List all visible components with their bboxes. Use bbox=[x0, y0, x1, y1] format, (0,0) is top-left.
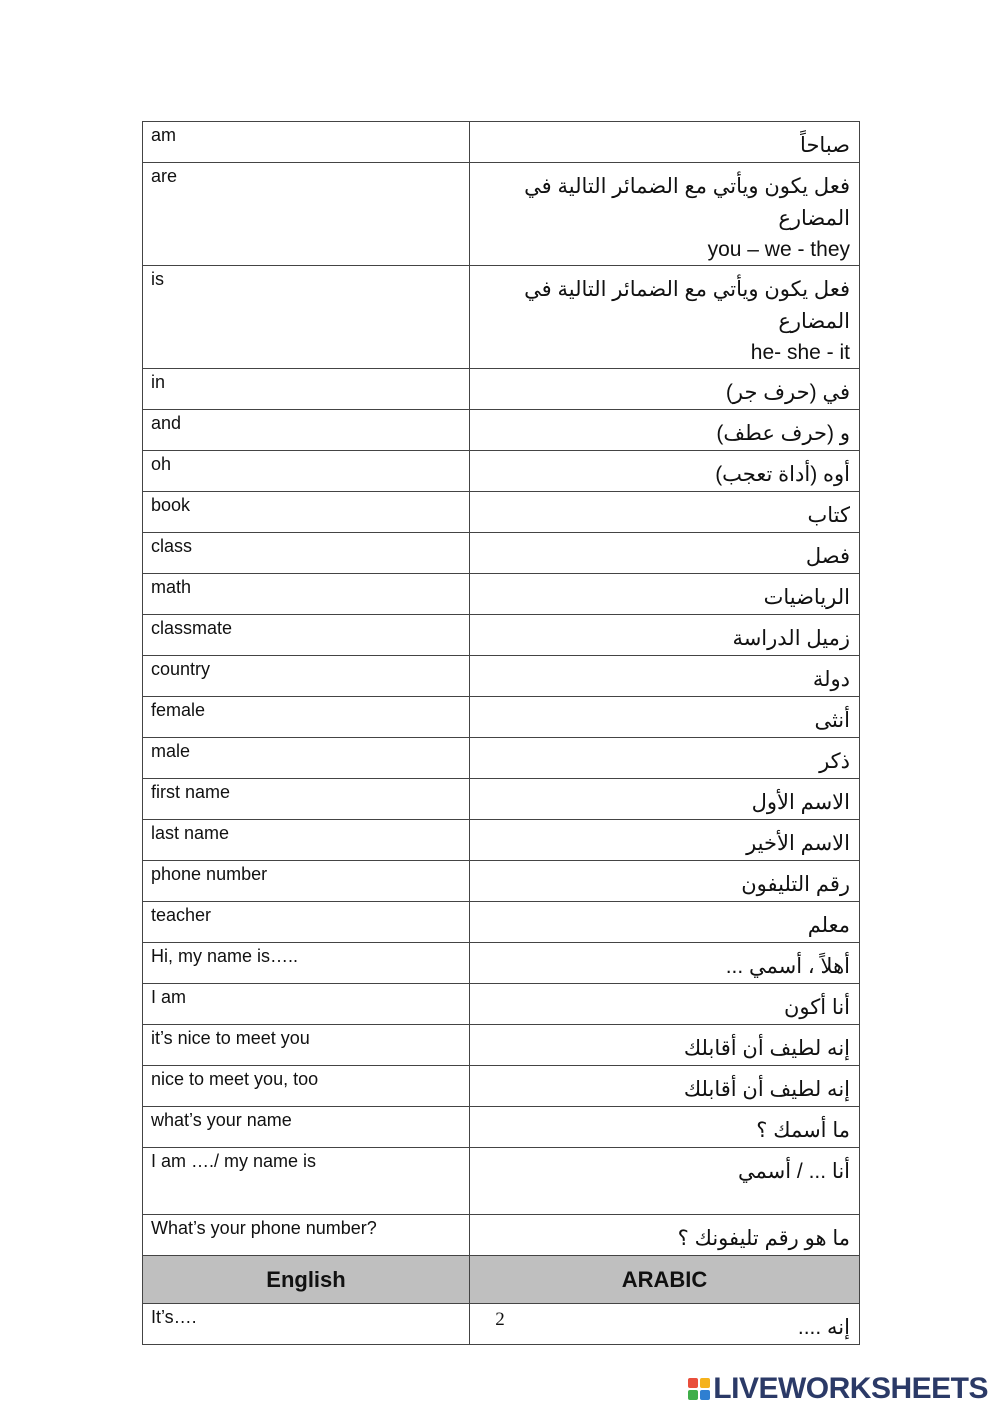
arabic-cell bbox=[470, 656, 860, 697]
english-cell-text: first name bbox=[151, 782, 231, 802]
english-cell bbox=[143, 1025, 470, 1066]
arabic-cell-text: فعل يكون ويأتي مع الضمائر التالية في المضارع bbox=[524, 175, 850, 230]
arabic-cell bbox=[470, 902, 860, 943]
arabic-cell bbox=[470, 533, 860, 574]
brand-name: LIVEWORKSHEETS bbox=[713, 1372, 988, 1405]
english-cell bbox=[143, 574, 470, 615]
arabic-cell bbox=[470, 1215, 860, 1256]
english-cell-text: Hi, my name is….. bbox=[151, 946, 299, 966]
logo-square bbox=[700, 1390, 710, 1400]
pronoun-list: you – we - they bbox=[707, 238, 850, 261]
english-cell bbox=[143, 266, 470, 369]
table-row bbox=[143, 697, 860, 738]
english-cell bbox=[143, 861, 470, 902]
table-row bbox=[143, 451, 860, 492]
english-cell bbox=[143, 902, 470, 943]
table-row bbox=[143, 410, 860, 451]
table-row bbox=[143, 163, 860, 266]
arabic-cell bbox=[470, 943, 860, 984]
english-cell bbox=[143, 697, 470, 738]
pronoun-list: he- she - it bbox=[750, 341, 850, 364]
logo-square bbox=[688, 1378, 698, 1388]
table-row bbox=[143, 738, 860, 779]
english-cell-text: math bbox=[151, 577, 192, 597]
table-row bbox=[143, 779, 860, 820]
arabic-cell-text: أنا أكون bbox=[783, 996, 850, 1019]
table-row bbox=[143, 369, 860, 410]
arabic-cell bbox=[470, 615, 860, 656]
table-row bbox=[143, 1107, 860, 1148]
english-cell bbox=[143, 943, 470, 984]
arabic-cell-text: فصل bbox=[805, 545, 850, 568]
table-row bbox=[143, 820, 860, 861]
arabic-cell bbox=[470, 820, 860, 861]
english-cell-text: I am …./ my name is bbox=[151, 1151, 317, 1171]
english-cell bbox=[143, 1148, 470, 1215]
english-cell bbox=[143, 615, 470, 656]
arabic-cell bbox=[470, 1066, 860, 1107]
english-cell bbox=[143, 1066, 470, 1107]
arabic-cell-text: صباحاً bbox=[800, 134, 850, 157]
arabic-cell-text: دولة bbox=[812, 668, 850, 691]
english-cell bbox=[143, 1107, 470, 1148]
arabic-cell bbox=[470, 266, 860, 369]
english-cell-text: What’s your phone number? bbox=[151, 1218, 377, 1238]
arabic-cell-text: أنا ... / أسمي bbox=[738, 1160, 850, 1183]
arabic-cell bbox=[470, 738, 860, 779]
arabic-cell bbox=[470, 574, 860, 615]
english-cell bbox=[143, 656, 470, 697]
logo-square bbox=[688, 1390, 698, 1400]
arabic-cell-text: ما أسمك ؟ bbox=[756, 1119, 850, 1142]
vocabulary-table bbox=[142, 121, 860, 1345]
english-cell-text: am bbox=[151, 125, 177, 145]
arabic-cell bbox=[470, 697, 860, 738]
english-cell-text: and bbox=[151, 413, 182, 433]
arabic-cell-text: أوه (أداة تعجب) bbox=[715, 463, 850, 486]
english-cell bbox=[143, 779, 470, 820]
english-cell bbox=[143, 163, 470, 266]
table-row bbox=[143, 492, 860, 533]
arabic-cell bbox=[470, 861, 860, 902]
arabic-cell bbox=[470, 369, 860, 410]
english-cell bbox=[143, 738, 470, 779]
arabic-cell bbox=[470, 779, 860, 820]
english-cell-text: phone number bbox=[151, 864, 268, 884]
table-row bbox=[143, 533, 860, 574]
arabic-cell bbox=[470, 492, 860, 533]
arabic-cell bbox=[470, 451, 860, 492]
english-cell-text: class bbox=[151, 536, 193, 556]
arabic-cell-text: أنثى bbox=[814, 709, 850, 732]
english-cell-text: is bbox=[151, 269, 164, 289]
arabic-cell bbox=[470, 984, 860, 1025]
english-cell-text: male bbox=[151, 741, 191, 761]
arabic-cell-text: الاسم الأول bbox=[751, 791, 850, 814]
english-cell-text: country bbox=[151, 659, 211, 679]
table-row bbox=[143, 122, 860, 163]
english-cell bbox=[143, 369, 470, 410]
liveworksheets-logo-icon bbox=[688, 1378, 710, 1400]
english-cell-text: teacher bbox=[151, 905, 212, 925]
arabic-cell bbox=[470, 1025, 860, 1066]
english-cell-text: what’s your name bbox=[151, 1110, 292, 1130]
english-cell-text: last name bbox=[151, 823, 230, 843]
arabic-cell-text: إنه لطيف أن أقابلك bbox=[683, 1037, 850, 1060]
page-number: 2 bbox=[495, 1309, 505, 1330]
english-cell bbox=[143, 451, 470, 492]
english-cell-text: It’s…. bbox=[151, 1307, 197, 1327]
table-row bbox=[143, 1148, 860, 1215]
arabic-cell bbox=[470, 410, 860, 451]
table-row bbox=[143, 615, 860, 656]
arabic-cell-text: كتاب bbox=[807, 504, 850, 527]
table-row bbox=[143, 574, 860, 615]
table-row bbox=[143, 902, 860, 943]
liveworksheets-brand bbox=[688, 1372, 988, 1406]
english-cell-text: classmate bbox=[151, 618, 233, 638]
table-row bbox=[143, 861, 860, 902]
arabic-cell-text: معلم bbox=[807, 914, 850, 937]
arabic-cell-text: الرياضيات bbox=[763, 586, 850, 609]
english-cell bbox=[143, 984, 470, 1025]
english-cell-text: it’s nice to meet you bbox=[151, 1028, 310, 1048]
table-row bbox=[143, 984, 860, 1025]
column-header-english: English bbox=[143, 1256, 470, 1304]
arabic-cell bbox=[470, 163, 860, 266]
arabic-cell-text: إنه .... bbox=[797, 1316, 850, 1339]
english-cell-text: are bbox=[151, 166, 178, 186]
english-cell-text: book bbox=[151, 495, 191, 515]
arabic-cell-text: فعل يكون ويأتي مع الضمائر التالية في المضارع bbox=[524, 278, 850, 333]
table-row bbox=[143, 1215, 860, 1256]
column-header-arabic: ARABIC bbox=[470, 1256, 860, 1304]
english-cell bbox=[143, 1215, 470, 1256]
arabic-cell-text: ذكر bbox=[819, 750, 850, 773]
arabic-cell-text: في (حرف جر) bbox=[725, 381, 850, 404]
english-cell bbox=[143, 122, 470, 163]
arabic-cell-text: إنه لطيف أن أقابلك bbox=[683, 1078, 850, 1101]
arabic-cell-text: أهلاً ، أسمي ... bbox=[725, 955, 850, 978]
arabic-cell bbox=[470, 122, 860, 163]
english-cell bbox=[143, 820, 470, 861]
english-cell-text: in bbox=[151, 372, 166, 392]
arabic-cell-text: زميل الدراسة bbox=[732, 627, 850, 650]
arabic-cell bbox=[470, 1107, 860, 1148]
table-header-row bbox=[143, 1256, 860, 1304]
english-cell bbox=[143, 492, 470, 533]
table-row bbox=[143, 656, 860, 697]
english-cell bbox=[143, 533, 470, 574]
arabic-cell-text: و (حرف عطف) bbox=[716, 422, 850, 445]
english-cell-text: female bbox=[151, 700, 206, 720]
arabic-cell-text: رقم التليفون bbox=[741, 873, 850, 896]
table-row bbox=[143, 943, 860, 984]
english-cell-text: nice to meet you, too bbox=[151, 1069, 319, 1089]
english-cell-text: oh bbox=[151, 454, 172, 474]
english-cell bbox=[143, 410, 470, 451]
english-cell-text: I am bbox=[151, 987, 187, 1007]
logo-square bbox=[700, 1378, 710, 1388]
table-row bbox=[143, 1025, 860, 1066]
arabic-cell bbox=[470, 1148, 860, 1215]
table-row bbox=[143, 266, 860, 369]
arabic-cell-text: ما هو رقم تليفونك ؟ bbox=[677, 1227, 850, 1250]
arabic-cell-text: الاسم الأخير bbox=[746, 832, 850, 855]
table-row bbox=[143, 1066, 860, 1107]
